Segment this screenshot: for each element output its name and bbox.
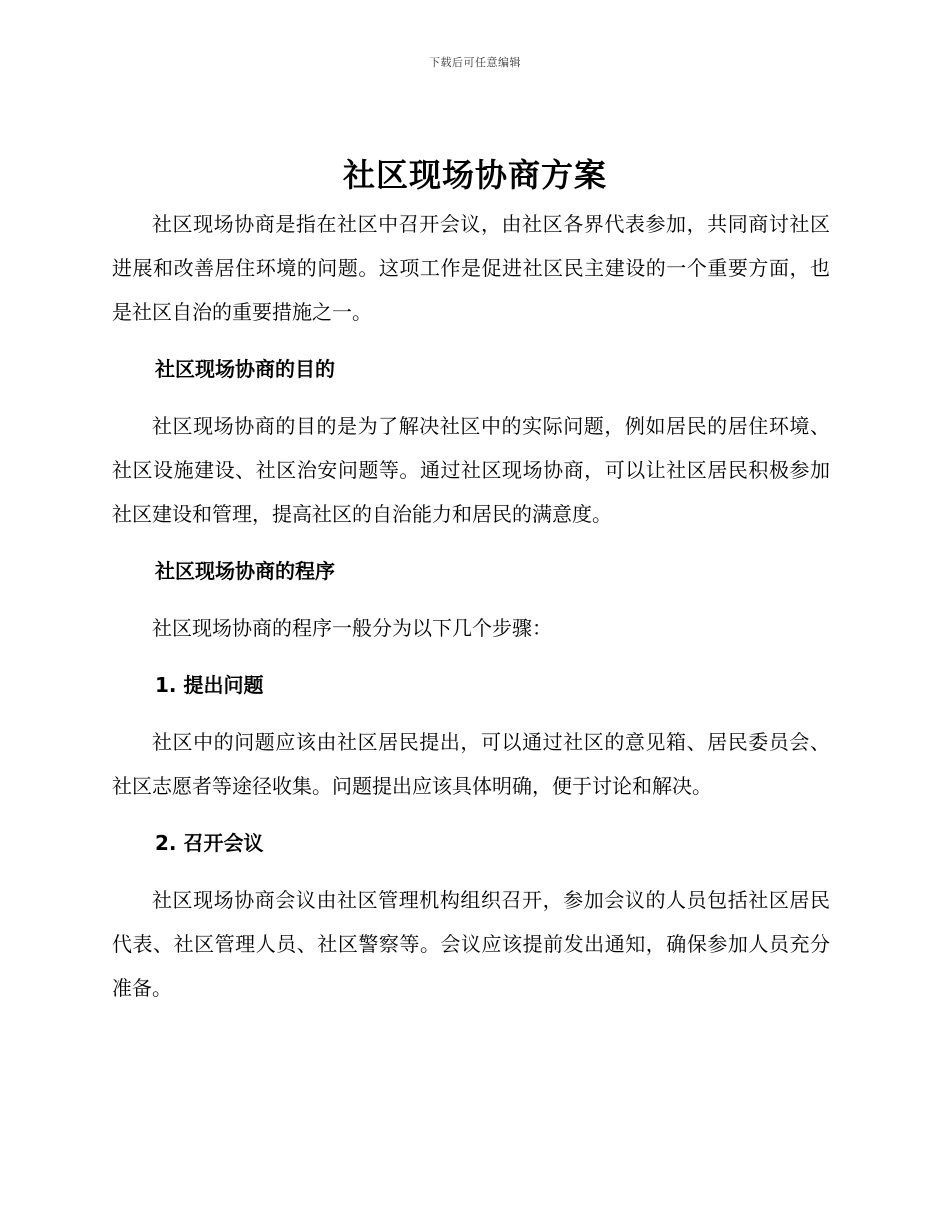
paragraph-purpose: 社区现场协商的目的是为了解决社区中的实际问题，例如居民的居住环境、社区设施建设、社区治安问题等。通过社区现场协商，可以让社区居民积极参加社区建设和管理，提高社区的自治能力和居民的满意度。: [112, 414, 830, 526]
header-note: 下载后可任意编辑: [429, 56, 521, 69]
document-title: 社区现场协商方案: [342, 156, 607, 194]
paragraph-hold-meeting: 社区现场协商会议由社区管理机构组织召开，参加会议的人员包括社区居民代表、社区管理人员、社区警察等。会议应该提前发出通知，确保参加人员充分准备。: [112, 888, 830, 1000]
paragraph-procedure-intro: 社区现场协商的程序一般分为以下几个步骤：: [152, 616, 552, 640]
paragraph-intro: 社区现场协商是指在社区中召开会议，由社区各界代表参加，共同商讨社区进展和改善居住环境的问题。这项工作是促进社区民主建设的一个重要方面，也是社区自治的重要措施之一。: [112, 212, 830, 324]
section-heading-procedure: 社区现场协商的程序: [155, 559, 335, 583]
step-heading-hold-meeting: 2. 召开会议: [155, 831, 264, 855]
section-heading-purpose: 社区现场协商的目的: [155, 357, 335, 381]
paragraph-raise-issues: 社区中的问题应该由社区居民提出，可以通过社区的意见箱、居民委员会、社区志愿者等途径收集。问题提出应该具体明确，便于讨论和解决。: [112, 730, 830, 798]
document-body: [112, 202, 830, 1023]
step-heading-raise-issues: 1. 提出问题: [155, 673, 264, 697]
